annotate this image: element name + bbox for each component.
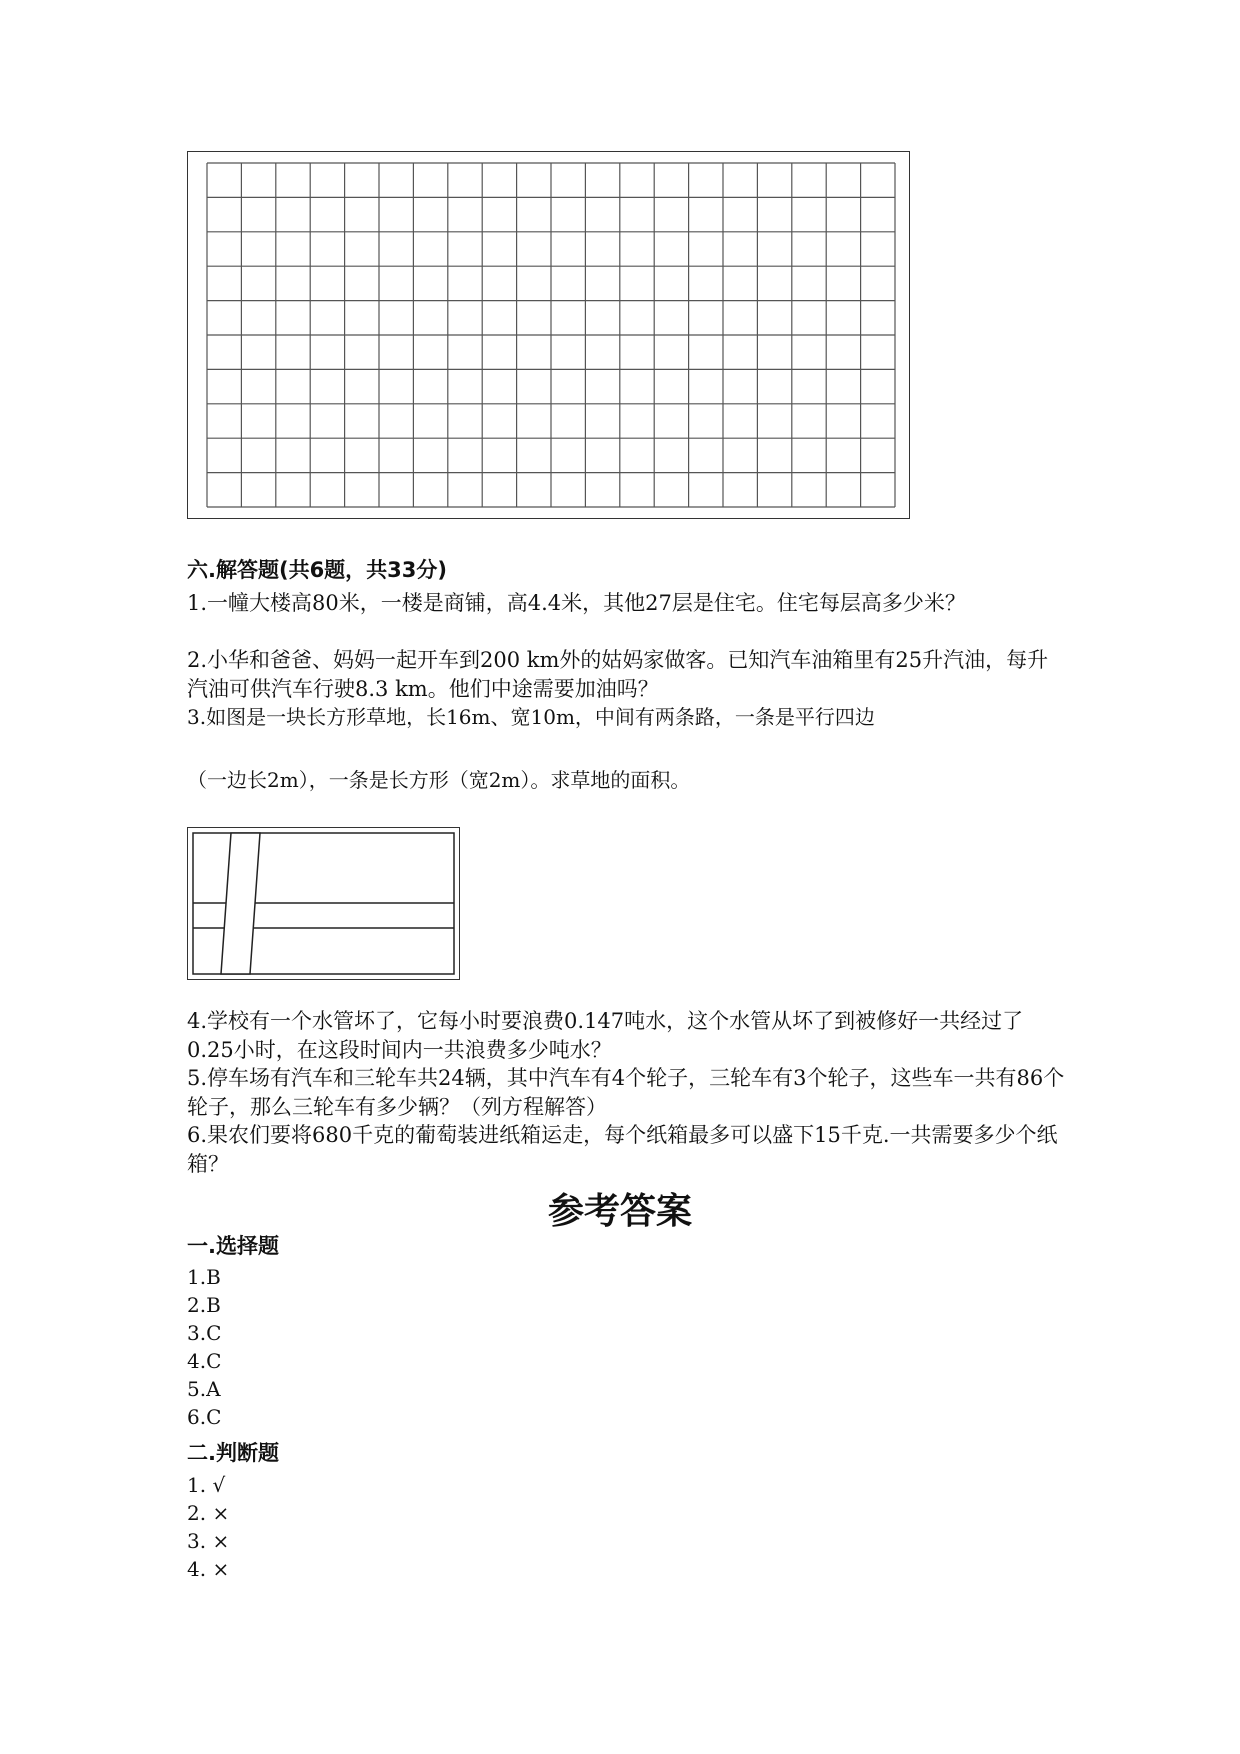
choice-answer: 1.B bbox=[187, 1265, 221, 1289]
answers-title: 参考答案 bbox=[547, 1191, 692, 1232]
choice-answer: 5.A bbox=[187, 1377, 221, 1401]
judge-answer: 4. × bbox=[187, 1557, 230, 1581]
question-2: 2.小华和爸爸、妈妈一起开车到200 km外的姑妈家做客。已知汽车油箱里有25升汽油，每升汽油可供汽车行驶8.3 km。他们中途需要加油吗？ bbox=[187, 648, 1049, 701]
question-1: 1.一幢大楼高80米，一楼是商铺，高4.4米，其他27层是住宅。住宅每层高多少米？ bbox=[187, 591, 966, 615]
choice-answer: 4.C bbox=[187, 1349, 222, 1373]
choice-answer: 2.B bbox=[187, 1293, 221, 1317]
question-5: 5.停车场有汽车和三轮车共24辆，其中汽车有4个轮子，三轮车有3个轮子，这些车一共有86个轮子，那么三轮车有多少辆？（列方程解答） bbox=[187, 1066, 1065, 1119]
parallelogram-road bbox=[221, 833, 260, 974]
judge-answer: 1. √ bbox=[187, 1473, 226, 1497]
lawn-figure-drawing bbox=[188, 828, 459, 979]
judge-section-title: 二.判断题 bbox=[187, 1441, 279, 1465]
grid-paper bbox=[187, 151, 910, 519]
lawn-figure bbox=[187, 827, 460, 980]
choice-section-title: 一.选择题 bbox=[187, 1234, 279, 1258]
question-3-line-2: （一边长2m），一条是长方形（宽2m）。求草地的面积。 bbox=[187, 768, 691, 792]
choice-answer: 3.C bbox=[187, 1321, 222, 1345]
section-six-title: 六.解答题(共6题，共33分) bbox=[187, 558, 448, 582]
question-3-line-1: 3.如图是一块长方形草地，长16m、宽10m，中间有两条路，一条是平行四边 bbox=[187, 705, 875, 729]
question-4: 4.学校有一个水管坏了，它每小时要浪费0.147吨水，这个水管从坏了到被修好一共经过了0.25小时，在这段时间内一共浪费多少吨水？ bbox=[187, 1009, 1024, 1062]
judge-answer: 2. × bbox=[187, 1501, 230, 1525]
choice-answer: 6.C bbox=[187, 1405, 222, 1429]
grid-lines bbox=[188, 152, 909, 518]
judge-answer: 3. × bbox=[187, 1529, 230, 1553]
question-6: 6.果农们要将680千克的葡萄装进纸箱运走，每个纸箱最多可以盛下15千克.一共需要多少个纸箱？ bbox=[187, 1123, 1058, 1176]
